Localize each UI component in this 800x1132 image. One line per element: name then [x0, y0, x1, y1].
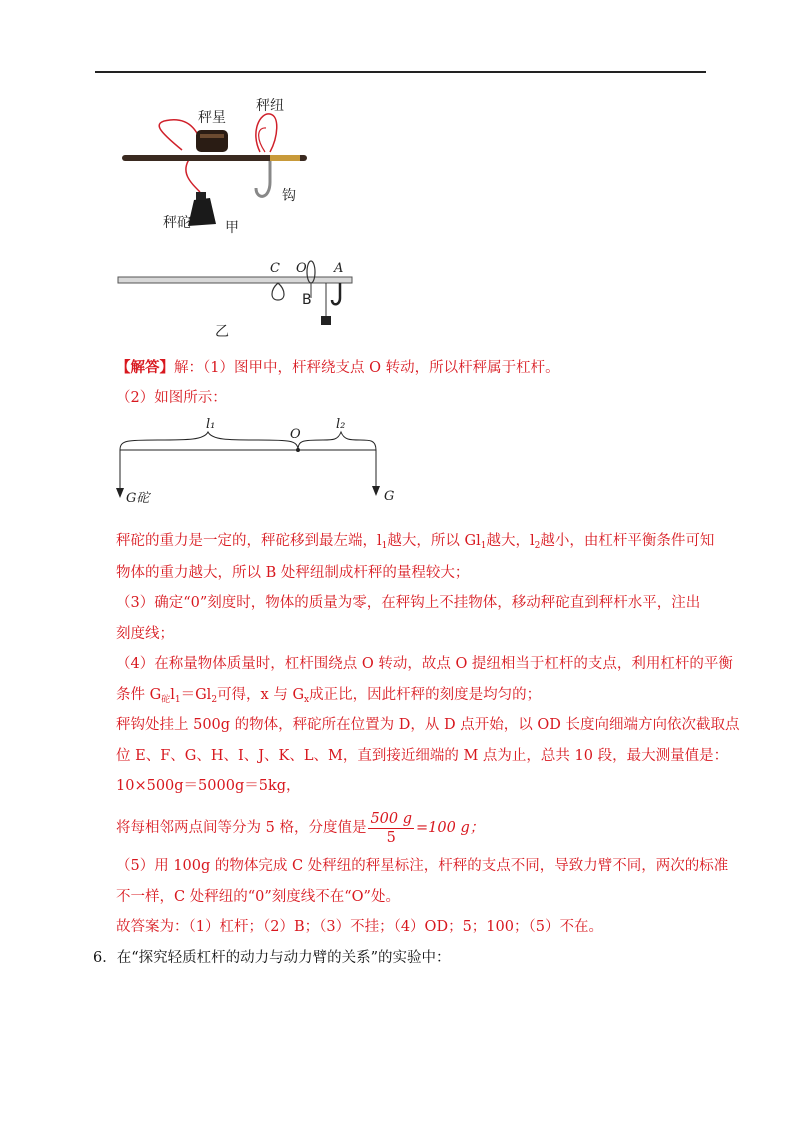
para-2a: （3）确定“0”刻度时，物体的质量为零，在秤钩上不挂物体，移动秤砣直到秤杆水平，注出 — [116, 595, 701, 611]
label-l1: l₁ — [206, 417, 216, 432]
p1a-part-1: 秤砣的重力是一定的，秤砣移到最左端，l — [116, 533, 382, 549]
para-4b: 位 E、F、G、H、I、J、K、L、M，直到接近细端的 M 点为止，总共 10 段，最大测量值是： — [116, 748, 729, 764]
fraction-denominator: 5 — [386, 829, 396, 846]
answer-line-2: （2）如图所示： — [116, 390, 227, 406]
label-a: A — [334, 261, 344, 276]
label-rope: 秤纽 — [256, 98, 284, 114]
label-b: B — [302, 292, 312, 308]
fraction-numerator: 500 g — [370, 810, 413, 827]
label-c: C — [270, 261, 280, 276]
para-5 — [116, 808, 716, 848]
force-diagram — [108, 410, 408, 510]
answer-tag: 【解答】 — [116, 359, 174, 376]
answer-text-1: 解：（1）图甲中，杆秤绕支点 O 转动，所以杆秤属于杠杆。 — [174, 360, 560, 376]
beam-figure-yi — [110, 254, 370, 344]
para-1b: 物体的重力越大，所以 B 处秤纽制成杆秤的量程较大； — [116, 565, 470, 581]
label-o: O — [296, 261, 307, 276]
label-yi: 乙 — [215, 324, 229, 340]
p5-suffix: =100 g； — [416, 820, 485, 836]
label-l2: l₂ — [336, 417, 346, 432]
label-o-force: O — [290, 427, 301, 442]
question-6: 6．在“探究轻质杠杆的动力与动力臂的关系”的实验中： — [93, 950, 451, 966]
p1a-part-4: 越小，由杠杆平衡条件可知 — [540, 533, 715, 549]
top-rule — [95, 71, 706, 73]
p3b-part-3: l — [170, 687, 175, 703]
para-7: 故答案为：（1）杠杆；（2）B；（3）不挂；（4）OD；5；100；（5）不在。 — [116, 919, 603, 935]
para-2b: 刻度线； — [116, 626, 174, 642]
p3b-sub-x: x — [304, 695, 310, 705]
steelyard-figure-jia — [110, 92, 330, 242]
para-4a: 秤钩处挂上 500g 的物体，秤砣所在位置为 D，从 D 点开始，以 OD 长度向细端方向依次截取点 — [116, 717, 740, 733]
para-3a: （4）在称量物体质量时，杠杆围绕点 O 转动，故点 O 提纽相当于杠杆的支点，利用杠杆的平衡 — [116, 656, 733, 672]
p3b-part-7: 成正比，因此杆秤的刻度是均匀的； — [309, 687, 542, 703]
fraction — [368, 810, 414, 847]
p3b-part-4: ＝Gl — [180, 687, 212, 703]
label-jia: 甲 — [225, 220, 239, 236]
p1a-part-3: 越大，l — [486, 533, 535, 549]
para-3b: 条件 $G_砣l_1=Gl_2$可得，x 与 $G_x$成正比，因此杆秤的刻度是均匀的； — [116, 687, 542, 705]
label-hook: 钩 — [282, 188, 296, 204]
label-star: 秤星 — [198, 110, 226, 126]
label-g: G — [384, 489, 395, 504]
label-weight: 秤砣 — [163, 215, 191, 231]
p5-prefix: 将每相邻两点间等分为 5 格，分度值是 — [116, 820, 367, 836]
para-1a: 秤砣的重力是一定的，秤砣移到最左端，$l_1$越大，所以 $Gl_1$越大，$l_2$越小，由杠杆平衡条件可知 — [116, 533, 715, 551]
p1a-part-2: 越大，所以 Gl — [387, 533, 481, 549]
label-g-weight: G砣 — [126, 491, 150, 506]
para-6a: （5）用 100g 的物体完成 C 处秤纽的秤星标注，杆秤的支点不同，导致力臂不同，两次的标准 — [116, 858, 729, 874]
p3b-part-5: 可得，x 与 G — [217, 687, 305, 703]
p3b-part-1: 条件 G — [116, 687, 162, 703]
para-4c: 10×500g＝5000g＝5kg， — [116, 778, 301, 794]
answer-line-1 — [116, 358, 716, 378]
para-6b: 不一样，C 处秤纽的“0”刻度线不在“O”处。 — [116, 889, 400, 905]
p3b-sub-weight: 砣 — [161, 695, 171, 705]
